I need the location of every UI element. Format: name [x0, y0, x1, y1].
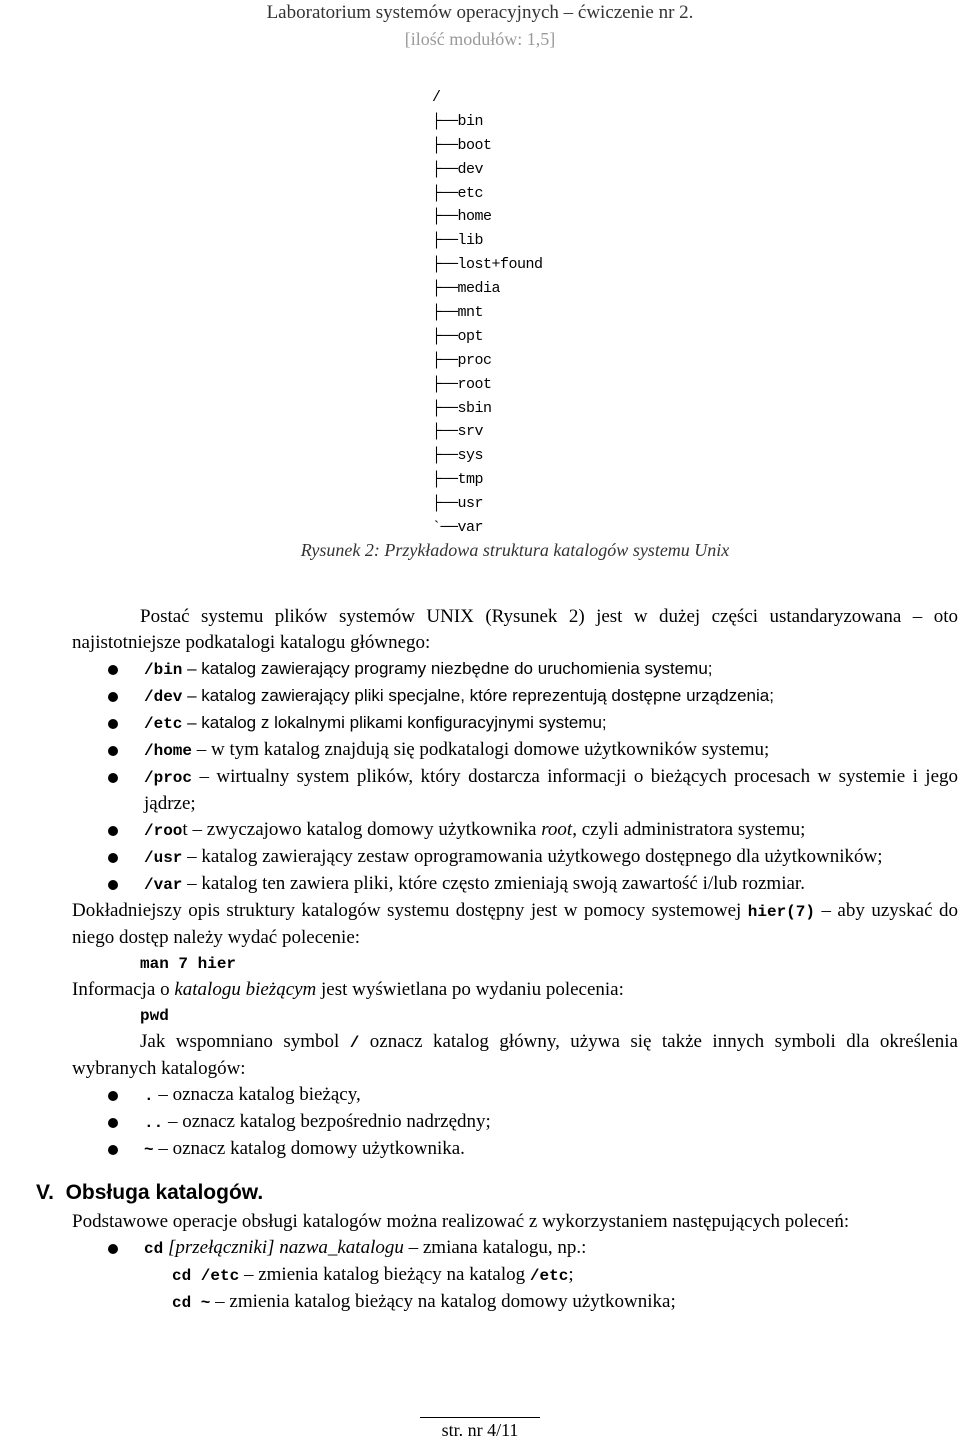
cd-example-text: – zmienia katalog bieżący na katalog: [239, 1264, 530, 1285]
tree-item-label: sys: [457, 447, 484, 465]
tree-item-label: lib: [457, 232, 484, 250]
dir-code: /home: [144, 742, 193, 760]
section-number: V.: [36, 1181, 54, 1204]
tree-item-label: media: [457, 280, 501, 298]
cd-example-code: cd /etc: [172, 1267, 240, 1285]
tree-branch: ├──: [432, 232, 458, 250]
tree-item-label: lost+found: [457, 256, 543, 274]
cd-example-code: cd ~: [172, 1294, 211, 1312]
tree-item-label: bin: [457, 112, 484, 130]
hier-text-end: – aby uzyskać do niego dostęp należy wydać polecenie:: [72, 900, 958, 948]
tree-item-label: usr: [457, 495, 484, 513]
pwd-command: pwd: [140, 1007, 169, 1025]
tree-branch: ├──: [432, 471, 458, 489]
dir-code: /roo: [144, 822, 183, 840]
tree-item: [432, 349, 543, 373]
tree-branch: ├──: [432, 351, 458, 369]
cd-example-1: [72, 1262, 958, 1289]
symbols-text-end: oznacz katalog główny, używa się także innych symboli dla określenia wybranych katalogów:: [72, 1031, 958, 1079]
pwd-text: Informacja o: [72, 979, 175, 1000]
tree-item: [432, 182, 543, 206]
pwd-paragraph: [72, 977, 958, 1003]
tree-item: [432, 277, 543, 301]
pwd-text-end: jest wyświetlana po wydaniu polecenia:: [316, 979, 624, 1000]
tree-item-label: boot: [457, 136, 492, 154]
directory-list: [72, 656, 958, 898]
list-item: [72, 1109, 958, 1136]
list-item: [72, 710, 958, 737]
man-command: man 7 hier: [140, 955, 237, 973]
list-item: [72, 871, 958, 898]
tree-branch: ├──: [432, 184, 458, 202]
symbol-code: ~: [144, 1141, 154, 1159]
dir-code: /etc: [144, 715, 183, 733]
tree-root: /: [432, 89, 441, 106]
cd-example-code2: /etc: [529, 1267, 569, 1285]
dir-text: – w tym katalog znajdują się podkatalogi domowe użytkowników systemu;: [192, 739, 770, 760]
tree-item: [432, 325, 543, 349]
tree-branch: ├──: [432, 256, 458, 274]
tree-item-label: root: [457, 375, 492, 393]
symbols-code: /: [349, 1034, 360, 1052]
document-body: [36, 604, 958, 1316]
tree-branch: ├──: [432, 304, 458, 322]
tree-item-label: dev: [457, 160, 484, 178]
tree-branch: ├──: [432, 280, 458, 298]
tree-branch: ├──: [432, 112, 458, 130]
dir-text: – wirtualny system plików, który dostarcza informacji o bieżących procesach w systemie i jego jądrze;: [144, 766, 958, 814]
tree-item-label: sbin: [457, 399, 492, 417]
tree-branch: ├──: [432, 447, 458, 465]
hier-code: hier(7): [747, 903, 815, 921]
tree-item-label: var: [457, 519, 484, 537]
section-intro: Podstawowe operacje obsługi katalogów można realizować z wykorzystaniem następujących poleceń:: [72, 1211, 850, 1232]
symbol-code: .: [144, 1087, 154, 1105]
dir-text: – katalog zawierający zestaw oprogramowania użytkowego dostępnego dla użytkowników;: [182, 846, 883, 867]
tree-item: [432, 373, 543, 397]
list-item: [72, 817, 958, 844]
dir-text: – katalog zawierający programy niezbędne do uruchomienia systemu;: [182, 659, 713, 678]
tree-branch: ├──: [432, 495, 458, 513]
tree-item: [432, 397, 543, 421]
tree-branch: `──: [432, 519, 458, 537]
tree-branch: ├──: [432, 327, 458, 345]
cd-example-2: [72, 1289, 958, 1316]
tree-branch: ├──: [432, 399, 458, 417]
tree-item-label: proc: [457, 351, 492, 369]
section-title: Obsługa katalogów.: [65, 1181, 264, 1204]
page-footer: str. nr 4/11: [441, 1420, 519, 1440]
page-header: [0, 0, 960, 52]
header-title: Laboratorium systemów operacyjnych – ćwiczenie nr 2.: [266, 2, 694, 23]
cd-code: cd: [144, 1240, 164, 1258]
cd-text: – zmiana katalogu, np.:: [403, 1237, 587, 1258]
header-modules: [ilość modułów: 1,5]: [404, 29, 556, 49]
symbol-code: ..: [144, 1114, 164, 1132]
dir-code: /dev: [144, 688, 183, 706]
tree-item: [432, 229, 543, 253]
tree-item: [432, 492, 543, 516]
tree-branch: ├──: [432, 208, 458, 226]
tree-item-label: home: [457, 208, 492, 226]
hier-text: Dokładniejszy opis struktury katalogów systemu dostępny jest w pomocy systemowej: [72, 900, 748, 921]
list-item: [72, 844, 958, 871]
symbols-paragraph: [72, 1029, 958, 1082]
tree-item: [432, 253, 543, 277]
dir-text: – katalog z lokalnymi plikami konfiguracyjnymi systemu;: [182, 713, 607, 732]
list-item: [72, 737, 958, 764]
directory-tree: [432, 86, 543, 540]
tree-item: [432, 134, 543, 158]
tree-item: [432, 516, 543, 540]
figure-caption: Rysunek 2: Przykładowa struktura katalogów systemu Unix: [300, 540, 730, 560]
list-item: [72, 1136, 958, 1163]
tree-branch: ├──: [432, 160, 458, 178]
tree-item-label: mnt: [457, 304, 484, 322]
dir-text: – zwyczajowo katalog domowy użytkownika: [187, 819, 542, 840]
tree-item: [432, 301, 543, 325]
symbol-text: – oznacza katalog bieżący,: [153, 1084, 361, 1105]
pwd-italic: katalogu bieżącym: [174, 979, 317, 1000]
tree-branch: ├──: [432, 136, 458, 154]
list-item: [72, 1082, 958, 1109]
dir-code: /var: [144, 876, 183, 894]
symbols-text: Jak wspomniano symbol: [140, 1031, 350, 1052]
dir-text: – katalog ten zawiera pliki, które często zmieniają swoją zawartość i/lub rozmiar.: [182, 873, 805, 894]
dir-text: – katalog zawierający pliki specjalne, które reprezentują dostępne urządzenia;: [182, 686, 774, 705]
tree-item: [432, 158, 543, 182]
list-item: [72, 1235, 958, 1262]
cd-example-text-end: ;: [568, 1264, 574, 1285]
tree-item: [432, 110, 543, 134]
symbol-text: – oznacz katalog bezpośrednio nadrzędny;: [163, 1111, 491, 1132]
intro-paragraph: Postać systemu plików systemów UNIX (Rysunek 2) jest w dużej części ustandaryzowana – oto najistotniejsze podkatalogi katalogu głównego:: [72, 606, 958, 653]
tree-item: [432, 205, 543, 229]
dir-code-tail: t: [182, 819, 188, 840]
hier-paragraph: [72, 898, 958, 951]
tree-item: [432, 420, 543, 444]
tree-branch: ├──: [432, 423, 458, 441]
cd-args: [przełączniki] nazwa_katalogu: [163, 1237, 404, 1258]
tree-item: [432, 468, 543, 492]
cd-example-text: – zmienia katalog bieżący na katalog domowy użytkownika;: [210, 1291, 676, 1312]
dir-text-italic: root: [541, 819, 573, 840]
tree-item-label: tmp: [457, 471, 484, 489]
dir-code: /usr: [144, 849, 183, 867]
tree-item: [432, 444, 543, 468]
list-item: [72, 656, 958, 683]
list-item: [72, 683, 958, 710]
dir-code: /bin: [144, 661, 183, 679]
dir-code: /proc: [144, 769, 193, 787]
tree-item-label: etc: [457, 184, 484, 202]
tree-item-label: srv: [457, 423, 484, 441]
tree-item-label: opt: [457, 327, 484, 345]
dir-text-end: , czyli administratora systemu;: [572, 819, 806, 840]
section-heading: [36, 1177, 958, 1209]
list-item: [72, 764, 958, 817]
tree-branch: ├──: [432, 375, 458, 393]
footer-divider: [420, 1417, 540, 1418]
symbol-text: – oznacz katalog domowy użytkownika.: [153, 1138, 465, 1159]
